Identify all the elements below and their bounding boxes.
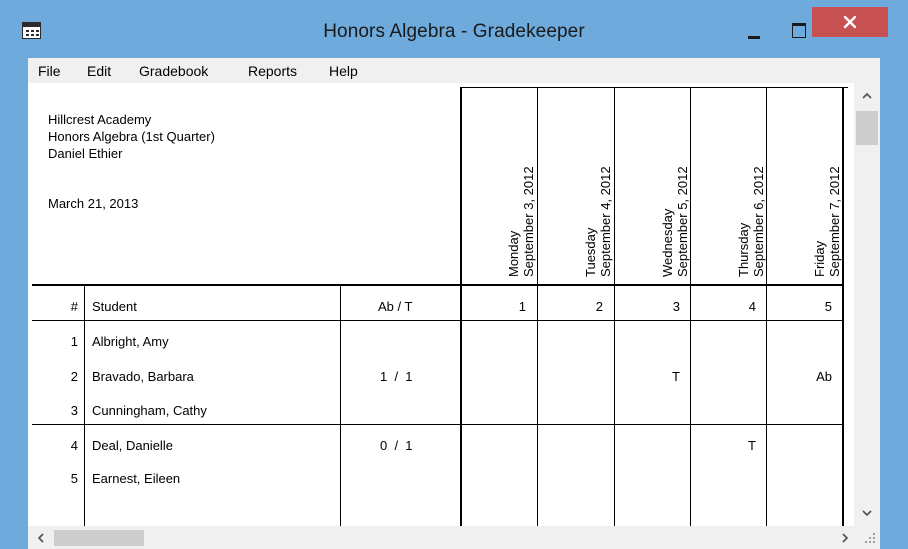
menu-edit[interactable]: Edit [87,63,112,79]
teacher-name: Daniel Ethier [48,146,123,161]
menu-reports[interactable]: Reports [248,63,298,79]
col-header-num: # [70,299,78,314]
scroll-right-arrow[interactable] [834,527,856,549]
close-icon [843,15,857,29]
date-header-3[interactable]: Wednesday September 5, 2012 [660,166,690,277]
col-header-date-1: 1 [518,299,526,314]
vertical-scroll-thumb[interactable] [856,111,878,145]
row-num: 3 [70,403,78,418]
menu-gradebook[interactable]: Gradebook [139,63,209,79]
window-title: Honors Algebra - Gradekeeper [323,21,585,42]
gradebook-grid[interactable] [28,83,880,526]
course-name: Honors Algebra (1st Quarter) [48,129,215,144]
row-num: 4 [70,438,78,453]
date-header-4[interactable]: Thursday September 6, 2012 [736,166,766,277]
report-date: March 21, 2013 [48,196,139,211]
row-num: 1 [70,334,78,349]
scroll-up-arrow[interactable] [856,85,878,107]
col-header-abt: Ab / T [378,299,413,314]
date-header-2[interactable]: Tuesday September 4, 2012 [583,166,613,277]
date-header-1[interactable]: Monday September 3, 2012 [506,166,536,277]
horizontal-scroll-thumb[interactable] [54,530,144,546]
student-name[interactable]: Earnest, Eileen [92,471,181,486]
close-button[interactable] [812,7,888,37]
chevron-up-icon [862,92,872,100]
absence-tardy-count: 1 / 1 [380,369,413,384]
menu-help[interactable]: Help [329,63,358,79]
row-num: 2 [70,369,78,384]
col-header-date-3: 3 [672,299,680,314]
absence-tardy-count: 0 / 1 [380,438,413,453]
student-name[interactable]: Bravado, Barbara [92,369,194,384]
col-header-date-4: 4 [748,299,756,314]
attendance-mark[interactable]: T [748,438,756,453]
date-header-5[interactable]: Friday September 7, 2012 [812,166,842,277]
student-name[interactable]: Cunningham, Cathy [92,403,207,418]
chevron-right-icon [841,533,849,543]
col-header-date-5: 5 [824,299,832,314]
menu-bar [28,58,880,83]
col-header-student: Student [92,299,137,314]
menu-file[interactable]: File [38,63,61,79]
scroll-left-arrow[interactable] [30,527,52,549]
school-name: Hillcrest Academy [48,112,152,127]
chevron-left-icon [37,533,45,543]
attendance-mark[interactable]: T [672,369,680,384]
resize-grip-icon[interactable] [858,526,880,549]
minimize-button[interactable] [734,16,774,46]
attendance-mark[interactable]: Ab [816,369,832,384]
student-name[interactable]: Deal, Danielle [92,438,173,453]
col-header-date-2: 2 [595,299,603,314]
row-num: 5 [70,471,78,486]
scroll-down-arrow[interactable] [856,502,878,524]
student-name[interactable]: Albright, Amy [92,334,169,349]
title-bar[interactable] [0,0,908,58]
chevron-down-icon [862,509,872,517]
